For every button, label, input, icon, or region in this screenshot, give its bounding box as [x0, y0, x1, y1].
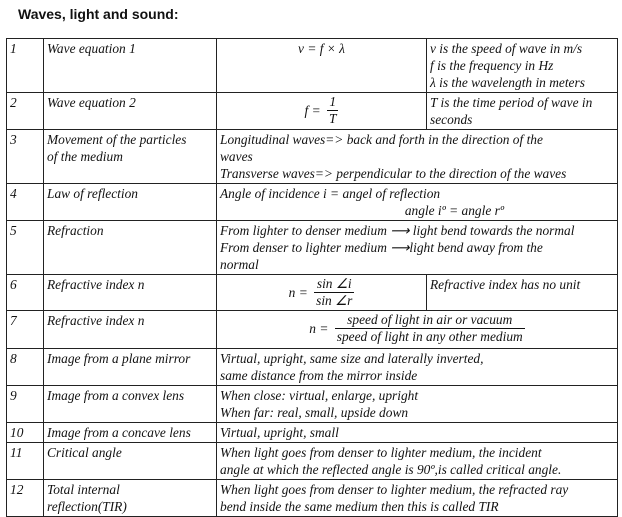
fraction-denominator: T — [329, 111, 337, 126]
fraction-denominator: speed of light in any other medium — [336, 329, 523, 344]
formula-fraction — [327, 94, 338, 127]
note-line: λ is the wavelength in meters — [430, 75, 585, 90]
row-formula — [217, 311, 618, 349]
row-notes — [427, 39, 618, 93]
row-number: 11 — [7, 443, 44, 480]
table-row — [7, 480, 618, 517]
row-number: 6 — [7, 275, 44, 311]
row-content — [217, 423, 618, 443]
content-line: Transverse waves=> perpendicular to the direction of the waves — [220, 166, 567, 181]
row-content — [217, 130, 618, 184]
fraction-numerator: sin ∠i — [314, 276, 354, 293]
row-content — [217, 349, 618, 386]
table-row — [7, 93, 618, 130]
content-line: angle at which the reflected angle is 90º,is called critical angle. — [220, 462, 562, 477]
table-row — [7, 386, 618, 423]
row-number: 7 — [7, 311, 44, 349]
row-topic: Refraction — [44, 221, 217, 275]
row-formula — [217, 39, 427, 93]
row-topic — [44, 480, 217, 517]
section-title: Waves, light and sound: — [18, 6, 179, 22]
row-number: 2 — [7, 93, 44, 130]
row-topic: Refractive index n — [44, 275, 217, 311]
row-number: 10 — [7, 423, 44, 443]
row-topic: Wave equation 1 — [44, 39, 217, 93]
content-line: From lighter to denser medium ⟶ light bend towards the normal — [220, 223, 575, 238]
content-line: When far: real, small, upside down — [220, 405, 409, 420]
row-topic: Law of reflection — [44, 184, 217, 221]
row-topic: Refractive index n — [44, 311, 217, 349]
content-line: From denser to lighter medium ⟶light bend away from the — [220, 240, 543, 255]
table-row — [7, 39, 618, 93]
content-line: Angle of incidence i = angel of reflection — [220, 186, 441, 201]
table-row — [7, 184, 618, 221]
row-number: 5 — [7, 221, 44, 275]
table-row — [7, 423, 618, 443]
note-line: T is the time period of wave in — [430, 95, 593, 110]
formula-text: angle iº = angle rº — [404, 203, 504, 218]
row-notes — [427, 275, 618, 311]
note-line: f is the frequency in Hz — [430, 58, 554, 73]
table-row — [7, 275, 618, 311]
content-line: Virtual, upright, small — [220, 425, 339, 440]
formula-text: v = f × λ — [298, 41, 345, 56]
row-number: 3 — [7, 130, 44, 184]
row-number: 12 — [7, 480, 44, 517]
content-line: waves — [220, 149, 253, 164]
fraction-denominator: sin ∠r — [316, 293, 353, 308]
formula-table — [6, 38, 618, 517]
row-number: 4 — [7, 184, 44, 221]
row-topic: Critical angle — [44, 443, 217, 480]
row-formula — [217, 275, 427, 311]
table-row — [7, 221, 618, 275]
row-content — [217, 221, 618, 275]
row-content — [217, 184, 618, 221]
row-topic: Image from a convex lens — [44, 386, 217, 423]
formula-lhs: n = — [309, 321, 329, 336]
formula-fraction — [314, 276, 354, 309]
row-notes — [427, 93, 618, 130]
content-line: Virtual, upright, same size and laterally inverted, — [220, 351, 484, 366]
content-line: bend inside the same medium then this is called TIR — [220, 499, 499, 514]
row-formula — [217, 93, 427, 130]
topic-line: Movement of the particles — [47, 132, 187, 147]
topic-line: of the medium — [47, 149, 123, 164]
formula-lhs: f = — [304, 103, 321, 118]
row-number: 9 — [7, 386, 44, 423]
fraction-numerator: speed of light in air or vacuum — [335, 312, 525, 329]
table-row — [7, 349, 618, 386]
content-line: When close: virtual, enlarge, upright — [220, 388, 419, 403]
content-line: When light goes from denser to lighter medium, the incident — [220, 445, 542, 460]
fraction-numerator: 1 — [327, 94, 338, 111]
content-line: normal — [220, 257, 259, 272]
table-row — [7, 443, 618, 480]
note-line: v is the speed of wave in m/s — [430, 41, 583, 56]
row-number: 1 — [7, 39, 44, 93]
content-line: Longitudinal waves=> back and forth in the direction of the — [220, 132, 543, 147]
row-content — [217, 443, 618, 480]
table-row — [7, 130, 618, 184]
row-topic — [44, 130, 217, 184]
row-content — [217, 386, 618, 423]
row-topic: Wave equation 2 — [44, 93, 217, 130]
formula-fraction — [335, 312, 525, 345]
table-row — [7, 311, 618, 349]
content-line: same distance from the mirror inside — [220, 368, 418, 383]
row-topic: Image from a concave lens — [44, 423, 217, 443]
note-line: Refractive index has no unit — [430, 277, 581, 292]
note-line: seconds — [430, 112, 473, 127]
formula-lhs: n = — [288, 285, 308, 300]
topic-line: reflection(TIR) — [47, 499, 127, 514]
row-content — [217, 480, 618, 517]
row-topic: Image from a plane mirror — [44, 349, 217, 386]
content-line: When light goes from denser to lighter medium, the refracted ray — [220, 482, 569, 497]
topic-line: Total internal — [47, 482, 120, 497]
row-number: 8 — [7, 349, 44, 386]
